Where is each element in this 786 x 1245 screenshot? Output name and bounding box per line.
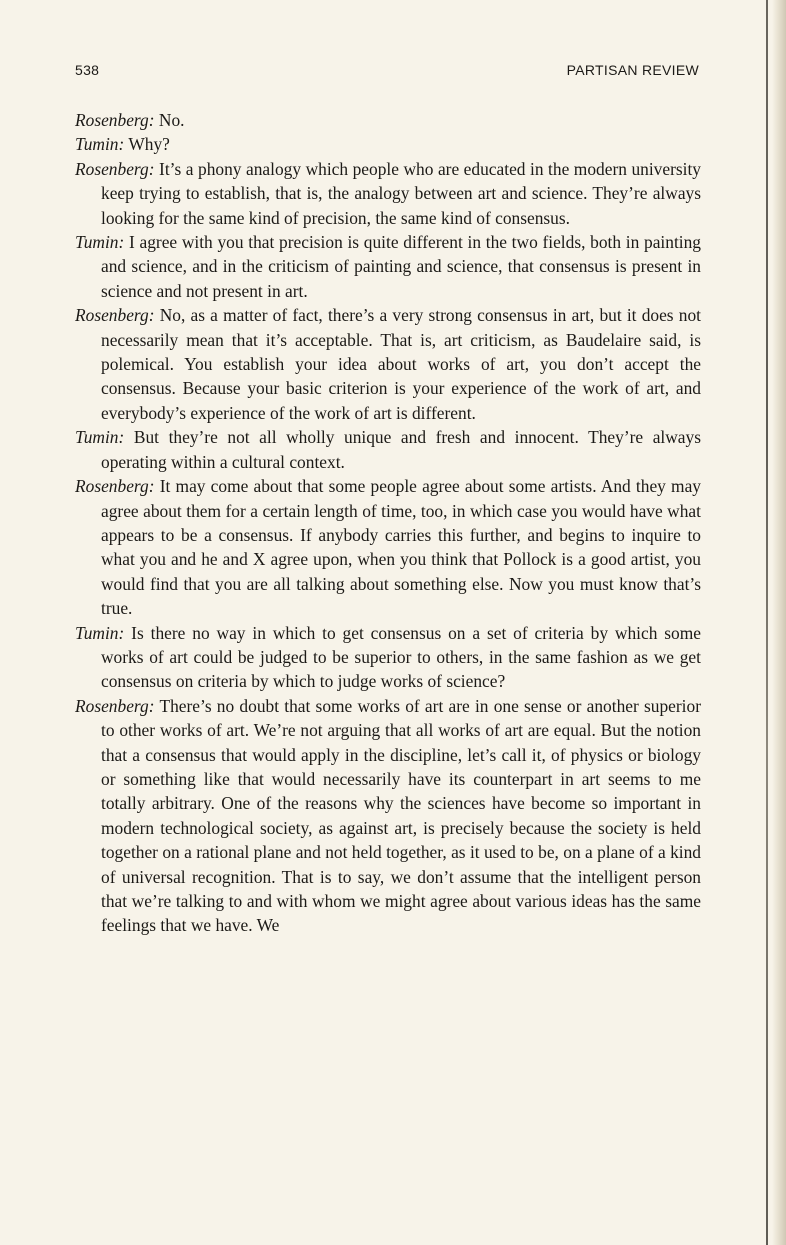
speaker-name: Rosenberg: — [75, 110, 155, 130]
speech-text: No, as a matter of fact, there’s a very strong consensus in art, but it does not necessarily mean that it’s acceptable. That is, art criticism, as Baudelaire said, is polemical. You establish your idea about works of art, you don’t accept the consensus. Because your basic criterion is your experience of the work of art, and everybody’s experience of the work of art is different. — [101, 305, 701, 423]
dialogue-paragraph — [75, 425, 701, 474]
dialogue-paragraph — [75, 474, 701, 620]
speaker-name: Rosenberg: — [75, 158, 155, 179]
speaker-name: Tumin: — [75, 622, 125, 643]
dialogue-paragraph — [75, 621, 701, 694]
dialogue-paragraph — [75, 157, 701, 230]
speech-text: I agree with you that precision is quite different in the two fields, both in painting and science, and in the criticism of painting and science, that consensus is present in science and not present in art. — [101, 232, 701, 301]
running-head: PARTISAN REVIEW — [566, 62, 699, 78]
page-header — [75, 62, 699, 82]
speaker-name: Tumin: — [75, 427, 125, 448]
dialogue-paragraph — [75, 108, 701, 132]
speaker-name: Rosenberg: — [75, 305, 155, 326]
speaker-name: Tumin: — [75, 232, 125, 253]
speech-text: It’s a phony analogy which people who are educated in the modern university keep trying to establish, that is, the analogy between art and science. They’re always looking for the same kind of precision, the same kind of consensus. — [101, 158, 701, 228]
speech-text: It may come about that some people agree about some artists. And they may agree about them for a certain length of time, too, in which case you would have what appears to be a consensus. If anybody carries this further, and begins to inquire to what you and he and X agree upon, when you think that Pollock is a good artist, you would find that you are all talking about something else. Now you must know that’s true. — [101, 476, 701, 619]
page-gutter-shadow — [772, 0, 786, 1245]
dialogue-paragraph — [75, 303, 701, 425]
speech-text: Is there no way in which to get consensus on a set of criteria by which some works of art could be judged to be superior to others, in the same fashion as we get consensus on criteria by which to judge works of science? — [101, 622, 701, 692]
speaker-name: Rosenberg: — [75, 476, 155, 497]
speaker-name: Tumin: — [75, 134, 125, 155]
binding-edge — [766, 0, 768, 1245]
dialogue-body — [75, 108, 701, 938]
speech-text: There’s no doubt that some works of art are in one sense or another superior to other works of art. We’re not arguing that all works of art are equal. But the notion that a consensus that would apply in the discipline, let’s call it, of physics or biology or something like that would necessarily have its counterpart in art seems to me totally arbitrary. One of the reasons why the sciences have become so important in modern technological society, as against art, is precisely because the society is held together on a rational plane and not held together, as it used to be, on a plane of a kind of universal recognition. That is to say, we don’t assume that the intelligent person that we’re talking to and with whom we might agree about various ideas has the same feelings that we have. We — [101, 695, 701, 936]
speaker-name: Rosenberg: — [75, 695, 155, 716]
page-number: 538 — [75, 62, 100, 78]
dialogue-paragraph — [75, 132, 701, 156]
speech-text: Why? — [124, 134, 170, 155]
speech-text: But they’re not all wholly unique and fresh and innocent. They’re always operating within a cultural context. — [101, 427, 701, 472]
dialogue-paragraph — [75, 230, 701, 303]
speech-text: No. — [154, 110, 185, 130]
dialogue-paragraph — [75, 694, 701, 938]
